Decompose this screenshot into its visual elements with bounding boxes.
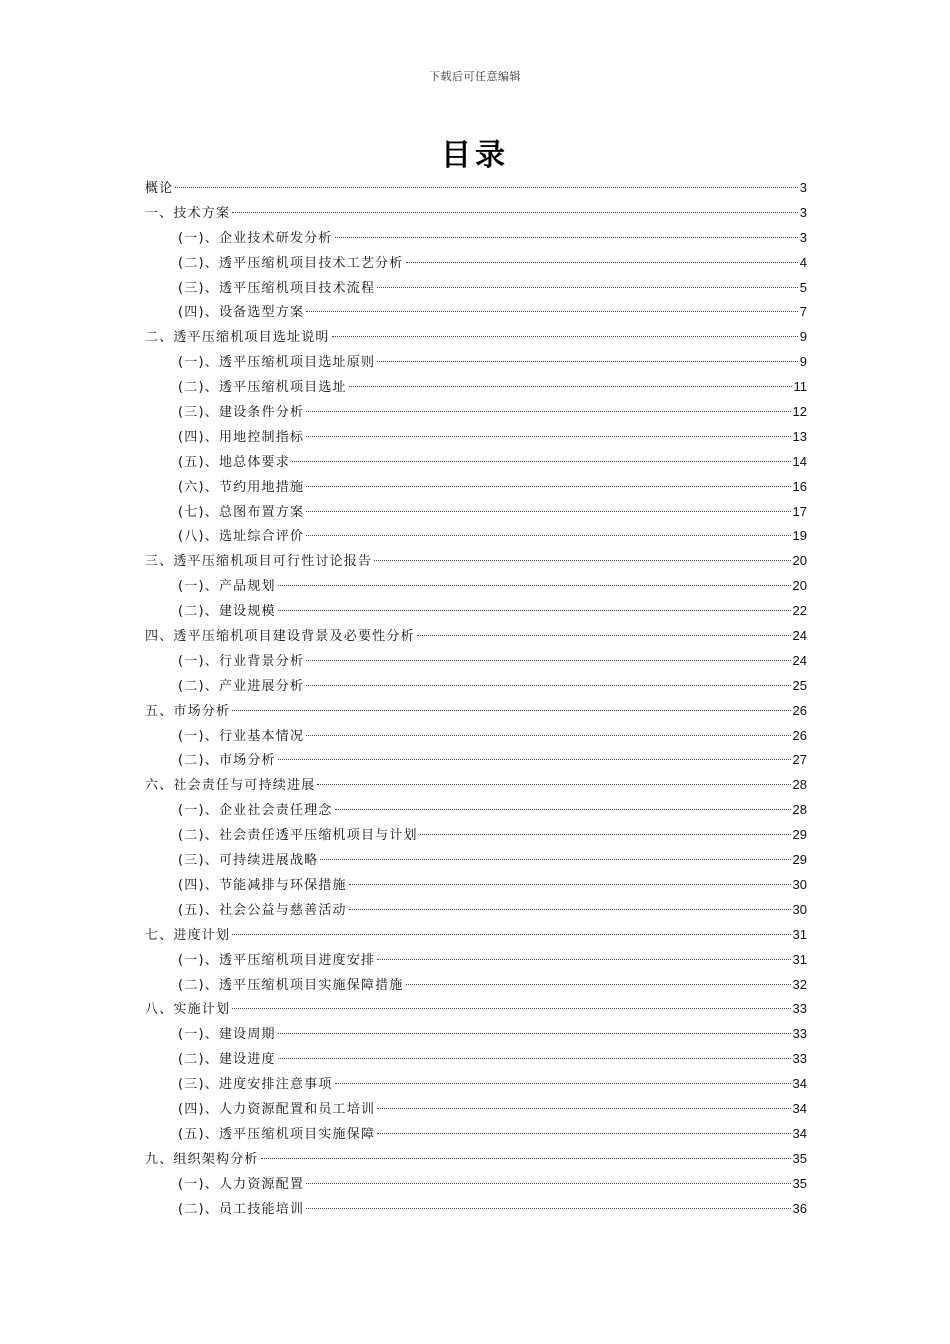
- toc-entry-label: (二)、市场分析: [178, 753, 276, 769]
- toc-entry-label: (一)、行业背景分析: [178, 653, 305, 669]
- toc-entry-page: 36: [792, 1200, 807, 1216]
- toc-dot-leader: [306, 486, 790, 487]
- toc-entry-label: (六)、节约用地措施: [178, 479, 305, 495]
- toc-dot-leader: [232, 710, 790, 711]
- toc-entry[interactable]: [145, 524, 807, 549]
- toc-entry[interactable]: [145, 948, 807, 973]
- toc-entry-page: 9: [799, 329, 807, 345]
- toc-entry-page: 22: [792, 603, 807, 619]
- toc-entry[interactable]: [145, 973, 807, 998]
- toc-entry-page: 34: [792, 1125, 807, 1141]
- toc-entry-label: 概论: [145, 181, 174, 196]
- toc-entry-page: 26: [792, 727, 807, 743]
- toc-entry-label: (二)、建设进度: [178, 1052, 276, 1068]
- toc-dot-leader: [377, 1108, 790, 1109]
- toc-entry-label: (三)、进度安排注意事项: [178, 1077, 333, 1093]
- toc-entry-label: (一)、透平压缩机项目选址原则: [178, 355, 376, 371]
- toc-entry-page: 4: [799, 254, 807, 270]
- toc-entry-page: 34: [792, 1100, 807, 1116]
- toc-dot-leader: [306, 535, 790, 536]
- toc-dot-leader: [175, 187, 797, 188]
- toc-dot-leader: [417, 635, 791, 636]
- toc-entry-page: 3: [799, 180, 807, 195]
- toc-title: 目录: [441, 138, 509, 173]
- toc-entry-page: 32: [792, 976, 807, 992]
- toc-entry-page: 31: [792, 951, 807, 967]
- toc-entry[interactable]: [145, 425, 807, 450]
- toc-entry-label: (一)、企业社会责任理念: [178, 803, 333, 819]
- toc-entry-label: 二、透平压缩机项目选址说明: [145, 330, 330, 346]
- toc-entry-label: (一)、透平压缩机项目进度安排: [178, 952, 376, 968]
- toc-entry[interactable]: [145, 400, 807, 425]
- toc-entry-label: 四、透平压缩机项目建设背景及必要性分析: [145, 629, 415, 645]
- toc-entry[interactable]: [145, 724, 807, 749]
- toc-entry[interactable]: [145, 1122, 807, 1147]
- toc-entry-label: (八)、选址综合评价: [178, 529, 305, 545]
- toc-entry-label: (三)、可持续进展战略: [178, 853, 319, 869]
- toc-dot-leader: [377, 959, 790, 960]
- toc-entry-page: 34: [792, 1076, 807, 1092]
- toc-entry[interactable]: [145, 300, 807, 325]
- toc-entry[interactable]: [145, 997, 807, 1022]
- toc-dot-leader: [306, 1208, 790, 1209]
- toc-entry-page: 14: [792, 453, 807, 469]
- toc-entry-page: 19: [792, 528, 807, 544]
- toc-entry-page: 9: [799, 354, 807, 370]
- toc-entry-label: (四)、设备选型方案: [178, 305, 305, 321]
- toc-entry[interactable]: [145, 674, 807, 699]
- toc-dot-leader: [306, 685, 790, 686]
- toc-entry-label: (一)、人力资源配置: [178, 1176, 305, 1192]
- toc-entry-label: (一)、产品规划: [178, 579, 276, 595]
- toc-entry-page: 27: [792, 752, 807, 768]
- toc-entry[interactable]: [145, 226, 807, 251]
- toc-dot-leader: [278, 759, 791, 760]
- toc-dot-leader: [306, 735, 790, 736]
- toc-dot-leader: [335, 1083, 791, 1084]
- toc-entry-label: 一、技术方案: [145, 205, 231, 221]
- toc-entry[interactable]: [145, 549, 807, 574]
- toc-entry[interactable]: [145, 375, 807, 400]
- toc-entry-label: (五)、透平压缩机项目实施保障: [178, 1126, 376, 1142]
- toc-entry-page: 17: [792, 503, 807, 519]
- toc-dot-leader: [278, 585, 791, 586]
- toc-entry[interactable]: [145, 276, 807, 301]
- toc-entry-page: 28: [792, 802, 807, 818]
- header-note: 下载后可任意编辑: [429, 70, 521, 83]
- toc-entry[interactable]: [145, 898, 807, 923]
- toc-entry[interactable]: [145, 1172, 807, 1197]
- toc-entry[interactable]: [145, 1072, 807, 1097]
- toc-dot-leader: [306, 511, 790, 512]
- toc-entry[interactable]: [145, 773, 807, 798]
- toc-entry[interactable]: [145, 574, 807, 599]
- toc-entry[interactable]: [145, 649, 807, 674]
- toc-entry[interactable]: [145, 1022, 807, 1047]
- toc-dot-leader: [420, 834, 791, 835]
- toc-entry-label: (七)、总图布置方案: [178, 504, 305, 520]
- toc-entry[interactable]: [145, 624, 807, 649]
- toc-entry[interactable]: [145, 699, 807, 724]
- toc-dot-leader: [306, 436, 790, 437]
- toc-dot-leader: [232, 212, 798, 213]
- toc-entry-page: 25: [792, 677, 807, 693]
- toc-entry[interactable]: [145, 1197, 807, 1222]
- toc-entry[interactable]: [145, 251, 807, 276]
- toc-dot-leader: [278, 1033, 791, 1034]
- toc-entry-page: 20: [792, 578, 807, 594]
- toc-entry-page: 11: [793, 379, 807, 395]
- toc-dot-leader: [278, 1058, 791, 1059]
- toc-entry[interactable]: [145, 325, 807, 350]
- toc-entry-label: (三)、透平压缩机项目技术流程: [178, 280, 376, 296]
- toc-entry-page: 13: [792, 428, 807, 444]
- toc-entry[interactable]: [145, 176, 807, 201]
- toc-dot-leader: [261, 1158, 791, 1159]
- toc-dot-leader: [278, 610, 791, 611]
- toc-dot-leader: [232, 934, 790, 935]
- toc-list: [145, 176, 807, 1221]
- toc-entry-label: (二)、透平压缩机项目技术工艺分析: [178, 255, 404, 271]
- toc-dot-leader: [306, 411, 790, 412]
- toc-dot-leader: [306, 660, 790, 661]
- toc-entry[interactable]: [145, 350, 807, 375]
- toc-entry-label: (五)、社会公益与慈善活动: [178, 902, 347, 918]
- toc-entry-label: (三)、建设条件分析: [178, 405, 305, 421]
- toc-entry[interactable]: [145, 923, 807, 948]
- toc-entry-label: (二)、社会责任透平压缩机项目与计划: [178, 828, 418, 844]
- toc-dot-leader: [349, 386, 792, 387]
- toc-entry-label: (一)、行业基本情况: [178, 728, 305, 744]
- toc-entry[interactable]: [145, 201, 807, 226]
- toc-entry[interactable]: [145, 823, 807, 848]
- toc-entry-page: 30: [792, 901, 807, 917]
- toc-entry-page: 33: [792, 1026, 807, 1042]
- toc-entry-page: 3: [799, 204, 807, 220]
- toc-dot-leader: [377, 361, 798, 362]
- toc-dot-leader: [332, 336, 798, 337]
- toc-entry-label: (二)、员工技能培训: [178, 1201, 305, 1217]
- toc-dot-leader: [377, 1133, 790, 1134]
- toc-entry-page: 3: [799, 229, 807, 245]
- toc-entry[interactable]: [145, 475, 807, 500]
- toc-entry[interactable]: [145, 1097, 807, 1122]
- toc-entry-page: 33: [792, 1051, 807, 1067]
- toc-entry-label: 七、进度计划: [145, 927, 231, 943]
- toc-entry[interactable]: [145, 873, 807, 898]
- toc-dot-leader: [306, 1183, 790, 1184]
- toc-entry-label: (一)、建设周期: [178, 1027, 276, 1043]
- toc-dot-leader: [335, 809, 791, 810]
- toc-entry-label: (二)、透平压缩机项目选址: [178, 380, 347, 396]
- toc-dot-leader: [349, 884, 791, 885]
- toc-entry-page: 30: [792, 876, 807, 892]
- toc-entry-page: 29: [792, 852, 807, 868]
- toc-entry[interactable]: [145, 1047, 807, 1072]
- toc-entry-page: 29: [792, 827, 807, 843]
- toc-entry-page: 28: [792, 777, 807, 793]
- toc-entry-page: 24: [792, 652, 807, 668]
- toc-entry-page: 35: [792, 1150, 807, 1166]
- toc-entry-label: 八、实施计划: [145, 1002, 231, 1018]
- toc-entry[interactable]: [145, 748, 807, 773]
- toc-dot-leader: [317, 784, 790, 785]
- toc-entry-label: (五)、地总体要求: [178, 454, 290, 470]
- toc-entry[interactable]: [145, 500, 807, 525]
- toc-dot-leader: [349, 909, 791, 910]
- toc-entry-label: (二)、建设规模: [178, 604, 276, 620]
- toc-entry[interactable]: [145, 798, 807, 823]
- toc-entry-page: 20: [792, 553, 807, 569]
- toc-dot-leader: [306, 311, 798, 312]
- toc-dot-leader: [374, 560, 790, 561]
- toc-dot-leader: [335, 237, 798, 238]
- toc-entry[interactable]: [145, 599, 807, 624]
- toc-entry-page: 5: [799, 279, 807, 295]
- toc-entry-page: 24: [792, 628, 807, 644]
- toc-entry-label: 九、组织架构分析: [145, 1151, 259, 1167]
- toc-dot-leader: [232, 1008, 790, 1009]
- toc-entry-page: 33: [792, 1001, 807, 1017]
- toc-entry[interactable]: [145, 848, 807, 873]
- toc-entry-label: 三、透平压缩机项目可行性讨论报告: [145, 554, 373, 570]
- toc-entry-label: 六、社会责任与可持续进展: [145, 778, 316, 794]
- toc-entry-label: (四)、人力资源配置和员工培训: [178, 1101, 376, 1117]
- toc-entry[interactable]: [145, 450, 807, 475]
- toc-entry-page: 35: [792, 1175, 807, 1191]
- toc-entry-label: 五、市场分析: [145, 703, 231, 719]
- toc-entry-page: 7: [799, 304, 807, 320]
- toc-dot-leader: [320, 859, 790, 860]
- toc-entry-page: 16: [792, 478, 807, 494]
- toc-entry-page: 26: [792, 702, 807, 718]
- toc-entry[interactable]: [145, 1147, 807, 1172]
- toc-dot-leader: [292, 461, 791, 462]
- toc-entry-label: (四)、节能减排与环保措施: [178, 877, 347, 893]
- toc-entry-page: 31: [792, 926, 807, 942]
- toc-entry-label: (二)、产业进展分析: [178, 678, 305, 694]
- toc-dot-leader: [377, 287, 798, 288]
- toc-entry-label: (二)、透平压缩机项目实施保障措施: [178, 977, 404, 993]
- toc-dot-leader: [406, 984, 791, 985]
- toc-entry-page: 12: [792, 404, 807, 420]
- toc-entry-label: (一)、企业技术研发分析: [178, 230, 333, 246]
- toc-dot-leader: [406, 262, 798, 263]
- toc-entry-label: (四)、用地控制指标: [178, 429, 305, 445]
